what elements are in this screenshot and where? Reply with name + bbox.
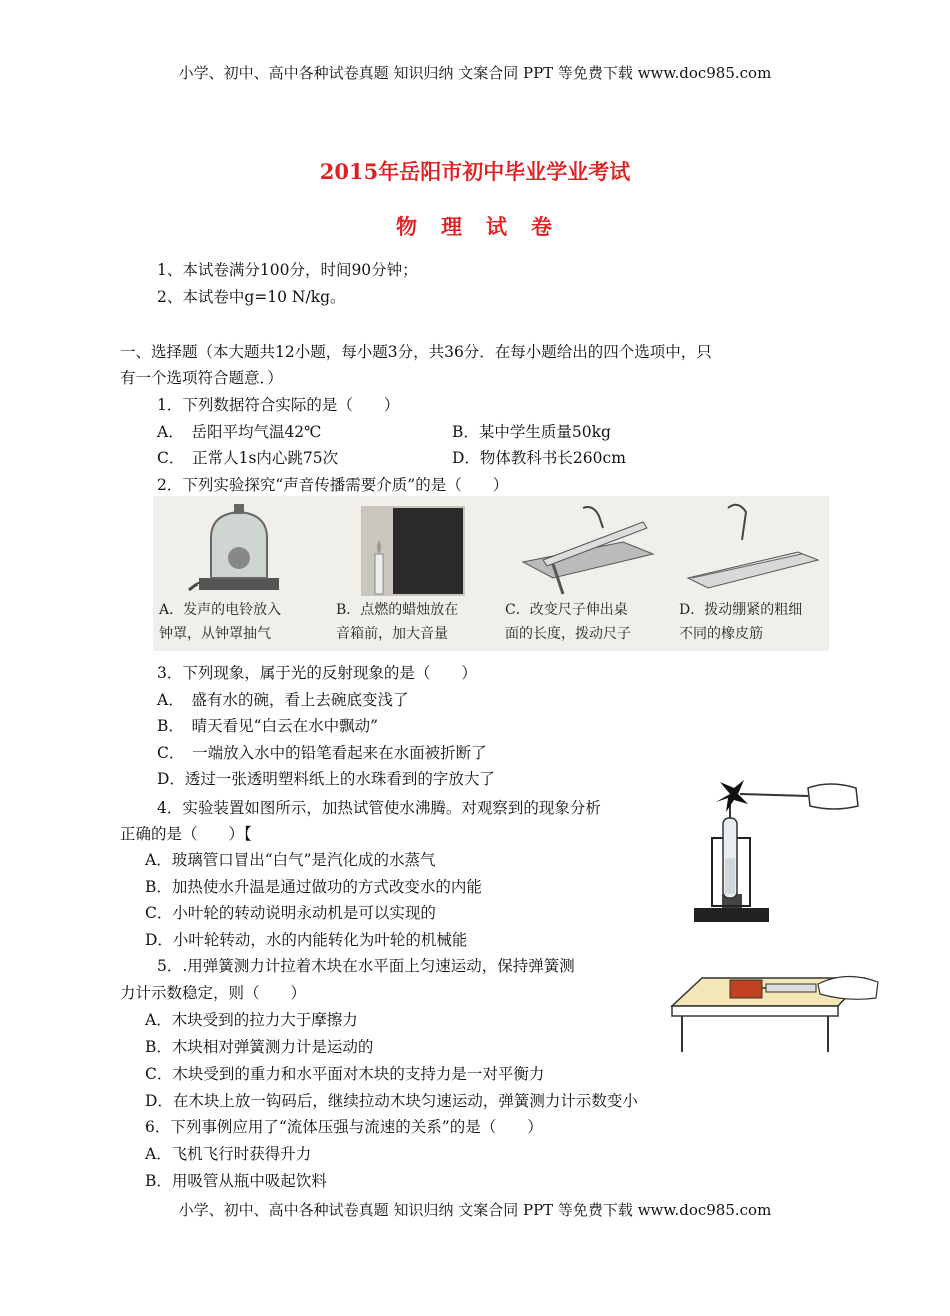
section-heading: 一、选择题（本大题共12小题，每小题3分，共36分．在每小题给出的四个选项中，只 bbox=[120, 343, 712, 361]
q2-caption-b-line1: B．点燃的蜡烛放在 bbox=[336, 602, 459, 618]
q3-option-b: B． 晴天看见“白云在水中飘动” bbox=[157, 717, 378, 735]
q3-stem: 3．下列现象，属于光的反射现象的是（ ） bbox=[157, 664, 477, 682]
subtitle-char: 物 bbox=[396, 214, 419, 239]
q3-option-a: A． 盛有水的碗，看上去碗底变浅了 bbox=[157, 691, 409, 709]
q4-option-c: C．小叶轮的转动说明永动机是可以实现的 bbox=[145, 904, 436, 922]
subtitle-char: 理 bbox=[441, 214, 464, 239]
section-heading-cont: 有一个选项符合题意．） bbox=[120, 369, 283, 387]
note-2: 2、本试卷中g=10 N/kg。 bbox=[157, 288, 346, 306]
q6-stem: 6．下列事例应用了“流体压强与流速的关系”的是（ ） bbox=[145, 1118, 543, 1136]
q2-caption-c-line2: 面的长度，拨动尺子 bbox=[505, 626, 631, 642]
subtitle-char: 卷 bbox=[531, 214, 554, 239]
q2-caption-d-line1: D．拨动绷紧的粗细 bbox=[679, 602, 803, 618]
q1-option-a: A． 岳阳平均气温42℃ bbox=[157, 423, 322, 441]
page-header: 小学、初中、高中各种试卷真题 知识归纳 文案合同 PPT 等免费下载 www.doc985.com bbox=[178, 64, 772, 82]
q2-caption-b-line2: 音箱前，加大音量 bbox=[336, 626, 448, 642]
q5-stem-line2: 力计示数稳定，则（ ） bbox=[120, 984, 307, 1002]
bell-jar-illustration bbox=[159, 500, 319, 600]
q3-option-c: C． 一端放入水中的铅笔看起来在水面被折断了 bbox=[157, 744, 487, 762]
q4-option-a: A．玻璃管口冒出“白气”是汽化成的水蒸气 bbox=[145, 851, 436, 869]
q5-spring-scale-figure bbox=[668, 962, 883, 1056]
page-footer: 小学、初中、高中各种试卷真题 知识归纳 文案合同 PPT 等免费下载 www.doc985.com bbox=[178, 1201, 772, 1219]
q4-option-b: B．加热使水升温是通过做功的方式改变水的内能 bbox=[145, 878, 482, 896]
exam-title: 2015年岳阳市初中毕业学业考试 bbox=[319, 159, 631, 184]
q5-option-b: B．木块相对弹簧测力计是运动的 bbox=[145, 1038, 374, 1056]
q4-stem-line2: 正确的是（ ）【 bbox=[120, 825, 252, 843]
q2-caption-a-line2: 钟罩，从钟罩抽气 bbox=[159, 626, 271, 642]
q5-stem-line1: 5．.用弹簧测力计拉着木块在水平面上匀速运动，保持弹簧测 bbox=[157, 957, 575, 975]
q1-option-b: B．某中学生质量50kg bbox=[452, 423, 611, 441]
subtitle-char: 试 bbox=[486, 214, 509, 239]
exam-subtitle bbox=[0, 216, 950, 238]
q2-caption-c-line1: C．改变尺子伸出桌 bbox=[505, 602, 628, 618]
q2-figure bbox=[153, 496, 829, 651]
q6-option-b: B．用吸管从瓶中吸起饮料 bbox=[145, 1172, 327, 1190]
ruler-table-illustration bbox=[513, 502, 663, 600]
q4-option-d: D．小叶轮转动，水的内能转化为叶轮的机械能 bbox=[145, 931, 468, 949]
q2-caption-d-line2: 不同的橡皮筋 bbox=[679, 626, 763, 642]
q4-apparatus-figure bbox=[690, 778, 865, 926]
q5-option-a: A．木块受到的拉力大于摩擦力 bbox=[145, 1011, 358, 1029]
q4-stem-line1: 4．实验装置如图所示，加热试管使水沸腾。对观察到的现象分析 bbox=[157, 799, 601, 817]
q6-option-a: A．飞机飞行时获得升力 bbox=[145, 1145, 312, 1163]
q1-stem: 1．下列数据符合实际的是（ ） bbox=[157, 396, 400, 414]
q1-option-d: D．物体教科书长260cm bbox=[452, 449, 626, 467]
q5-option-c: C．木块受到的重力和水平面对木块的支持力是一对平衡力 bbox=[145, 1065, 545, 1083]
q5-option-d: D．在木块上放一钩码后，继续拉动木块匀速运动，弹簧测力计示数变小 bbox=[145, 1092, 638, 1110]
q2-caption-a-line1: A．发声的电铃放入 bbox=[159, 602, 282, 618]
rubber-band-illustration bbox=[678, 500, 823, 598]
q3-option-d: D．透过一张透明塑料纸上的水珠看到的字放大了 bbox=[157, 770, 495, 788]
q1-option-c: C． 正常人1s内心跳75次 bbox=[157, 449, 339, 467]
note-1: 1、本试卷满分100分，时间90分钟； bbox=[157, 261, 418, 279]
candle-speaker-illustration bbox=[353, 504, 473, 600]
q2-stem: 2．下列实验探究“声音传播需要介质”的是（ ） bbox=[157, 476, 509, 494]
